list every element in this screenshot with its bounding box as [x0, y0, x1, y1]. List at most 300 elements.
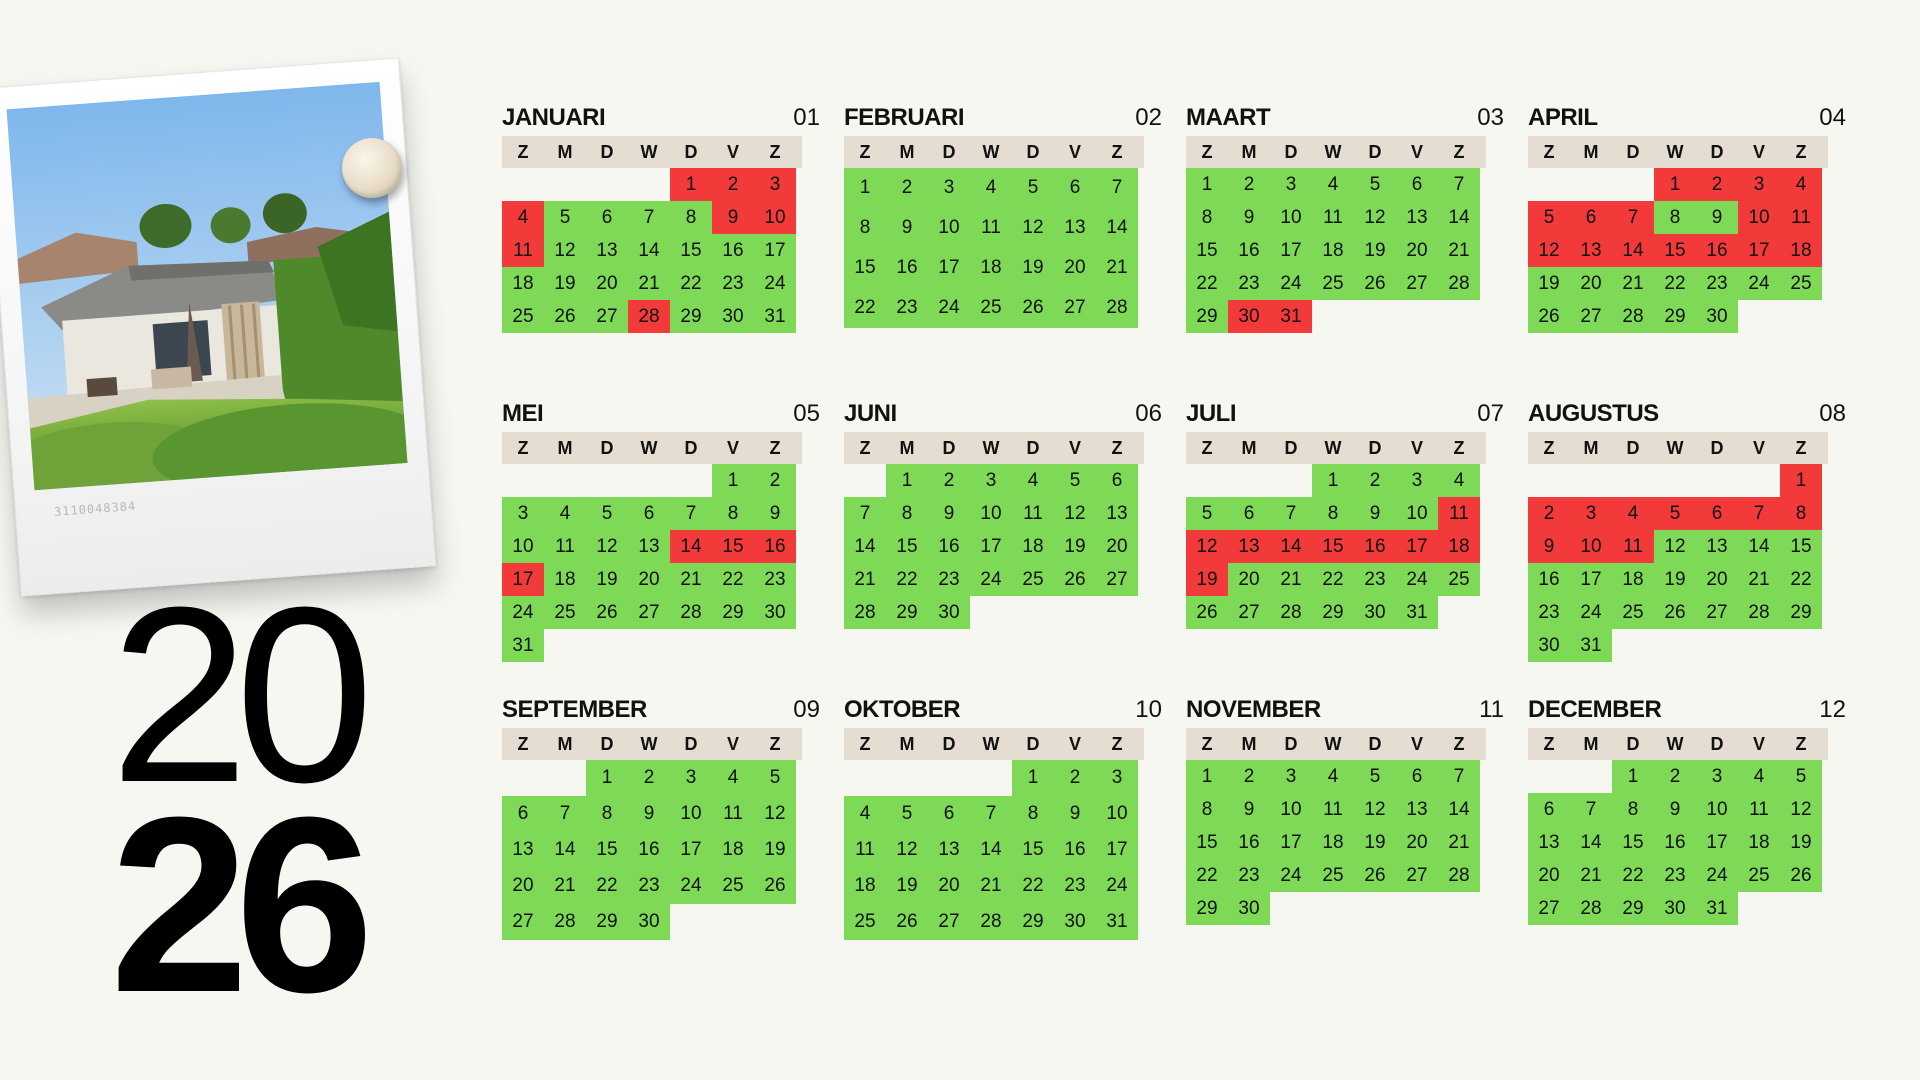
day-cell-booked[interactable]: 12: [1186, 530, 1228, 563]
day-cell-available[interactable]: 19: [886, 868, 928, 904]
day-cell-available[interactable]: 23: [712, 267, 754, 300]
day-cell-available[interactable]: 13: [1528, 826, 1570, 859]
day-cell-available[interactable]: 27: [1228, 596, 1270, 629]
day-cell-available[interactable]: 23: [628, 868, 670, 904]
day-cell-available[interactable]: 16: [1228, 234, 1270, 267]
day-cell-available[interactable]: 24: [1570, 596, 1612, 629]
day-cell-available[interactable]: 18: [1312, 826, 1354, 859]
day-cell-available[interactable]: 4: [970, 168, 1012, 208]
day-cell-available[interactable]: 27: [628, 596, 670, 629]
day-cell-available[interactable]: 11: [1312, 793, 1354, 826]
day-cell-available[interactable]: 20: [586, 267, 628, 300]
day-cell-available[interactable]: 17: [1096, 832, 1138, 868]
day-cell-available[interactable]: 30: [1228, 892, 1270, 925]
day-cell-available[interactable]: 16: [928, 530, 970, 563]
day-cell-available[interactable]: 19: [754, 832, 796, 868]
day-cell-available[interactable]: 1: [886, 464, 928, 497]
day-cell-booked[interactable]: 13: [1228, 530, 1270, 563]
day-cell-booked[interactable]: 8: [1780, 497, 1822, 530]
day-cell-available[interactable]: 2: [928, 464, 970, 497]
day-cell-available[interactable]: 9: [1354, 497, 1396, 530]
day-cell-available[interactable]: 24: [670, 868, 712, 904]
day-cell-booked[interactable]: 1: [670, 168, 712, 201]
day-cell-available[interactable]: 18: [502, 267, 544, 300]
day-cell-available[interactable]: 14: [1438, 793, 1480, 826]
day-cell-available[interactable]: 30: [1654, 892, 1696, 925]
day-cell-available[interactable]: 19: [1780, 826, 1822, 859]
day-cell-available[interactable]: 1: [1186, 168, 1228, 201]
day-cell-available[interactable]: 30: [1696, 300, 1738, 333]
day-cell-available[interactable]: 25: [970, 288, 1012, 328]
day-cell-available[interactable]: 30: [628, 904, 670, 940]
day-cell-available[interactable]: 9: [1696, 201, 1738, 234]
day-cell-available[interactable]: 2: [1054, 760, 1096, 796]
day-cell-available[interactable]: 7: [970, 796, 1012, 832]
day-cell-available[interactable]: 6: [628, 497, 670, 530]
day-cell-available[interactable]: 24: [1270, 859, 1312, 892]
day-cell-available[interactable]: 4: [1438, 464, 1480, 497]
day-cell-available[interactable]: 23: [886, 288, 928, 328]
day-cell-booked[interactable]: 2: [712, 168, 754, 201]
day-cell-available[interactable]: 17: [670, 832, 712, 868]
day-cell-available[interactable]: 4: [1312, 168, 1354, 201]
day-cell-available[interactable]: 1: [586, 760, 628, 796]
day-cell-available[interactable]: 23: [1528, 596, 1570, 629]
day-cell-available[interactable]: 19: [1054, 530, 1096, 563]
day-cell-available[interactable]: 6: [1096, 464, 1138, 497]
day-cell-booked[interactable]: 17: [1396, 530, 1438, 563]
day-cell-available[interactable]: 24: [1696, 859, 1738, 892]
day-cell-booked[interactable]: 11: [1780, 201, 1822, 234]
day-cell-available[interactable]: 2: [754, 464, 796, 497]
day-cell-available[interactable]: 7: [1096, 168, 1138, 208]
day-cell-available[interactable]: 27: [1396, 267, 1438, 300]
day-cell-available[interactable]: 9: [1228, 201, 1270, 234]
day-cell-booked[interactable]: 1: [1654, 168, 1696, 201]
day-cell-available[interactable]: 25: [844, 904, 886, 940]
day-cell-available[interactable]: 26: [1186, 596, 1228, 629]
day-cell-booked[interactable]: 10: [1570, 530, 1612, 563]
day-cell-available[interactable]: 13: [1054, 208, 1096, 248]
day-cell-booked[interactable]: 7: [1612, 201, 1654, 234]
day-cell-booked[interactable]: 16: [1696, 234, 1738, 267]
day-cell-available[interactable]: 22: [670, 267, 712, 300]
day-cell-available[interactable]: 6: [586, 201, 628, 234]
day-cell-available[interactable]: 18: [712, 832, 754, 868]
day-cell-available[interactable]: 25: [1438, 563, 1480, 596]
day-cell-available[interactable]: 5: [544, 201, 586, 234]
day-cell-available[interactable]: 27: [1528, 892, 1570, 925]
day-cell-available[interactable]: 3: [502, 497, 544, 530]
day-cell-available[interactable]: 2: [1228, 168, 1270, 201]
day-cell-available[interactable]: 12: [1354, 201, 1396, 234]
day-cell-available[interactable]: 15: [670, 234, 712, 267]
day-cell-available[interactable]: 8: [712, 497, 754, 530]
day-cell-available[interactable]: 22: [1186, 859, 1228, 892]
day-cell-booked[interactable]: 14: [670, 530, 712, 563]
day-cell-available[interactable]: 14: [1738, 530, 1780, 563]
day-cell-available[interactable]: 16: [886, 248, 928, 288]
day-cell-available[interactable]: 8: [886, 497, 928, 530]
day-cell-available[interactable]: 27: [586, 300, 628, 333]
day-cell-available[interactable]: 29: [1012, 904, 1054, 940]
day-cell-available[interactable]: 6: [1054, 168, 1096, 208]
day-cell-available[interactable]: 25: [1012, 563, 1054, 596]
day-cell-available[interactable]: 4: [544, 497, 586, 530]
day-cell-available[interactable]: 13: [628, 530, 670, 563]
day-cell-available[interactable]: 22: [586, 868, 628, 904]
day-cell-booked[interactable]: 2: [1528, 497, 1570, 530]
day-cell-available[interactable]: 29: [1654, 300, 1696, 333]
day-cell-available[interactable]: 16: [1054, 832, 1096, 868]
day-cell-booked[interactable]: 18: [1438, 530, 1480, 563]
day-cell-available[interactable]: 20: [928, 868, 970, 904]
day-cell-available[interactable]: 1: [1186, 760, 1228, 793]
day-cell-available[interactable]: 15: [844, 248, 886, 288]
day-cell-booked[interactable]: 11: [502, 234, 544, 267]
day-cell-available[interactable]: 25: [1612, 596, 1654, 629]
day-cell-available[interactable]: 16: [1528, 563, 1570, 596]
day-cell-available[interactable]: 21: [670, 563, 712, 596]
day-cell-available[interactable]: 11: [1012, 497, 1054, 530]
day-cell-available[interactable]: 4: [712, 760, 754, 796]
day-cell-available[interactable]: 25: [502, 300, 544, 333]
day-cell-available[interactable]: 9: [928, 497, 970, 530]
day-cell-available[interactable]: 17: [1570, 563, 1612, 596]
day-cell-booked[interactable]: 3: [1570, 497, 1612, 530]
day-cell-available[interactable]: 7: [628, 201, 670, 234]
day-cell-available[interactable]: 12: [886, 832, 928, 868]
day-cell-available[interactable]: 14: [844, 530, 886, 563]
day-cell-available[interactable]: 21: [1270, 563, 1312, 596]
day-cell-booked[interactable]: 11: [1438, 497, 1480, 530]
day-cell-available[interactable]: 12: [1054, 497, 1096, 530]
day-cell-available[interactable]: 31: [1396, 596, 1438, 629]
day-cell-available[interactable]: 9: [1054, 796, 1096, 832]
day-cell-available[interactable]: 9: [886, 208, 928, 248]
day-cell-available[interactable]: 12: [754, 796, 796, 832]
day-cell-booked[interactable]: 19: [1186, 563, 1228, 596]
day-cell-available[interactable]: 8: [844, 208, 886, 248]
day-cell-booked[interactable]: 13: [1570, 234, 1612, 267]
day-cell-available[interactable]: 5: [1054, 464, 1096, 497]
day-cell-available[interactable]: 29: [712, 596, 754, 629]
day-cell-available[interactable]: 17: [754, 234, 796, 267]
day-cell-available[interactable]: 9: [1228, 793, 1270, 826]
day-cell-available[interactable]: 4: [1738, 760, 1780, 793]
day-cell-available[interactable]: 20: [1096, 530, 1138, 563]
day-cell-available[interactable]: 11: [844, 832, 886, 868]
day-cell-available[interactable]: 28: [1438, 267, 1480, 300]
day-cell-booked[interactable]: 4: [1780, 168, 1822, 201]
day-cell-available[interactable]: 26: [1528, 300, 1570, 333]
day-cell-booked[interactable]: 2: [1696, 168, 1738, 201]
day-cell-available[interactable]: 5: [1354, 760, 1396, 793]
day-cell-available[interactable]: 18: [1738, 826, 1780, 859]
day-cell-available[interactable]: 10: [502, 530, 544, 563]
day-cell-available[interactable]: 29: [586, 904, 628, 940]
day-cell-available[interactable]: 21: [1096, 248, 1138, 288]
day-cell-available[interactable]: 28: [670, 596, 712, 629]
day-cell-available[interactable]: 12: [544, 234, 586, 267]
day-cell-available[interactable]: 26: [586, 596, 628, 629]
day-cell-available[interactable]: 6: [1396, 760, 1438, 793]
day-cell-available[interactable]: 18: [844, 868, 886, 904]
day-cell-available[interactable]: 8: [1312, 497, 1354, 530]
day-cell-available[interactable]: 22: [886, 563, 928, 596]
day-cell-available[interactable]: 18: [1312, 234, 1354, 267]
day-cell-available[interactable]: 20: [1696, 563, 1738, 596]
day-cell-available[interactable]: 25: [544, 596, 586, 629]
day-cell-available[interactable]: 22: [1012, 868, 1054, 904]
day-cell-booked[interactable]: 14: [1612, 234, 1654, 267]
day-cell-booked[interactable]: 17: [502, 563, 544, 596]
day-cell-available[interactable]: 21: [1438, 826, 1480, 859]
day-cell-available[interactable]: 7: [544, 796, 586, 832]
day-cell-available[interactable]: 14: [544, 832, 586, 868]
day-cell-available[interactable]: 17: [1270, 234, 1312, 267]
day-cell-available[interactable]: 15: [1186, 234, 1228, 267]
day-cell-available[interactable]: 9: [754, 497, 796, 530]
day-cell-available[interactable]: 25: [1312, 267, 1354, 300]
day-cell-booked[interactable]: 6: [1570, 201, 1612, 234]
day-cell-available[interactable]: 8: [1612, 793, 1654, 826]
day-cell-available[interactable]: 7: [670, 497, 712, 530]
day-cell-booked[interactable]: 9: [712, 201, 754, 234]
day-cell-available[interactable]: 24: [502, 596, 544, 629]
day-cell-available[interactable]: 3: [1696, 760, 1738, 793]
day-cell-available[interactable]: 7: [1270, 497, 1312, 530]
day-cell-available[interactable]: 12: [1654, 530, 1696, 563]
day-cell-available[interactable]: 27: [1096, 563, 1138, 596]
day-cell-available[interactable]: 29: [886, 596, 928, 629]
day-cell-available[interactable]: 23: [1354, 563, 1396, 596]
day-cell-available[interactable]: 4: [1312, 760, 1354, 793]
day-cell-available[interactable]: 12: [1780, 793, 1822, 826]
day-cell-available[interactable]: 28: [1612, 300, 1654, 333]
day-cell-available[interactable]: 30: [1054, 904, 1096, 940]
day-cell-booked[interactable]: 9: [1528, 530, 1570, 563]
day-cell-available[interactable]: 30: [712, 300, 754, 333]
day-cell-available[interactable]: 3: [670, 760, 712, 796]
day-cell-available[interactable]: 2: [1654, 760, 1696, 793]
day-cell-available[interactable]: 26: [1054, 563, 1096, 596]
day-cell-available[interactable]: 28: [1738, 596, 1780, 629]
day-cell-available[interactable]: 31: [1570, 629, 1612, 662]
day-cell-available[interactable]: 8: [1012, 796, 1054, 832]
day-cell-available[interactable]: 15: [1612, 826, 1654, 859]
day-cell-available[interactable]: 3: [928, 168, 970, 208]
day-cell-available[interactable]: 22: [844, 288, 886, 328]
day-cell-booked[interactable]: 18: [1780, 234, 1822, 267]
day-cell-available[interactable]: 11: [1738, 793, 1780, 826]
day-cell-booked[interactable]: 6: [1696, 497, 1738, 530]
day-cell-available[interactable]: 11: [1312, 201, 1354, 234]
day-cell-available[interactable]: 2: [886, 168, 928, 208]
day-cell-available[interactable]: 7: [1438, 760, 1480, 793]
day-cell-available[interactable]: 6: [1396, 168, 1438, 201]
day-cell-booked[interactable]: 3: [1738, 168, 1780, 201]
day-cell-available[interactable]: 3: [1396, 464, 1438, 497]
day-cell-booked[interactable]: 28: [628, 300, 670, 333]
day-cell-available[interactable]: 30: [1528, 629, 1570, 662]
day-cell-available[interactable]: 13: [586, 234, 628, 267]
day-cell-available[interactable]: 27: [1570, 300, 1612, 333]
day-cell-available[interactable]: 28: [844, 596, 886, 629]
day-cell-available[interactable]: 1: [1312, 464, 1354, 497]
day-cell-available[interactable]: 26: [1354, 267, 1396, 300]
day-cell-available[interactable]: 2: [1228, 760, 1270, 793]
day-cell-available[interactable]: 23: [1654, 859, 1696, 892]
day-cell-available[interactable]: 19: [1528, 267, 1570, 300]
day-cell-available[interactable]: 20: [502, 868, 544, 904]
day-cell-booked[interactable]: 4: [502, 201, 544, 234]
day-cell-available[interactable]: 20: [1570, 267, 1612, 300]
day-cell-available[interactable]: 17: [1270, 826, 1312, 859]
day-cell-available[interactable]: 21: [1738, 563, 1780, 596]
day-cell-available[interactable]: 30: [1354, 596, 1396, 629]
day-cell-available[interactable]: 5: [754, 760, 796, 796]
day-cell-available[interactable]: 13: [1396, 793, 1438, 826]
day-cell-available[interactable]: 29: [1186, 300, 1228, 333]
day-cell-available[interactable]: 12: [1012, 208, 1054, 248]
day-cell-available[interactable]: 13: [1096, 497, 1138, 530]
day-cell-available[interactable]: 10: [670, 796, 712, 832]
day-cell-available[interactable]: 8: [1186, 793, 1228, 826]
day-cell-available[interactable]: 10: [928, 208, 970, 248]
day-cell-available[interactable]: 31: [754, 300, 796, 333]
day-cell-available[interactable]: 21: [1438, 234, 1480, 267]
day-cell-booked[interactable]: 10: [1738, 201, 1780, 234]
day-cell-available[interactable]: 21: [844, 563, 886, 596]
day-cell-available[interactable]: 12: [1354, 793, 1396, 826]
day-cell-available[interactable]: 14: [1570, 826, 1612, 859]
day-cell-available[interactable]: 26: [754, 868, 796, 904]
day-cell-available[interactable]: 21: [628, 267, 670, 300]
day-cell-available[interactable]: 26: [1012, 288, 1054, 328]
day-cell-available[interactable]: 10: [1270, 793, 1312, 826]
day-cell-booked[interactable]: 15: [1312, 530, 1354, 563]
day-cell-available[interactable]: 15: [1012, 832, 1054, 868]
day-cell-available[interactable]: 20: [1396, 234, 1438, 267]
day-cell-available[interactable]: 18: [544, 563, 586, 596]
day-cell-available[interactable]: 28: [970, 904, 1012, 940]
day-cell-available[interactable]: 16: [628, 832, 670, 868]
day-cell-booked[interactable]: 14: [1270, 530, 1312, 563]
day-cell-available[interactable]: 15: [1186, 826, 1228, 859]
day-cell-available[interactable]: 23: [754, 563, 796, 596]
day-cell-available[interactable]: 15: [886, 530, 928, 563]
day-cell-booked[interactable]: 15: [712, 530, 754, 563]
day-cell-available[interactable]: 27: [502, 904, 544, 940]
day-cell-available[interactable]: 17: [970, 530, 1012, 563]
day-cell-available[interactable]: 26: [544, 300, 586, 333]
day-cell-available[interactable]: 12: [586, 530, 628, 563]
day-cell-available[interactable]: 21: [970, 868, 1012, 904]
day-cell-available[interactable]: 31: [502, 629, 544, 662]
day-cell-available[interactable]: 14: [1096, 208, 1138, 248]
day-cell-available[interactable]: 4: [1012, 464, 1054, 497]
day-cell-available[interactable]: 21: [544, 868, 586, 904]
day-cell-available[interactable]: 21: [1570, 859, 1612, 892]
day-cell-available[interactable]: 2: [628, 760, 670, 796]
day-cell-available[interactable]: 29: [670, 300, 712, 333]
day-cell-available[interactable]: 22: [712, 563, 754, 596]
day-cell-available[interactable]: 8: [586, 796, 628, 832]
day-cell-available[interactable]: 27: [1696, 596, 1738, 629]
day-cell-available[interactable]: 19: [586, 563, 628, 596]
day-cell-available[interactable]: 16: [1654, 826, 1696, 859]
day-cell-available[interactable]: 3: [1270, 760, 1312, 793]
day-cell-available[interactable]: 11: [544, 530, 586, 563]
day-cell-available[interactable]: 8: [1654, 201, 1696, 234]
day-cell-available[interactable]: 15: [586, 832, 628, 868]
day-cell-available[interactable]: 22: [1780, 563, 1822, 596]
day-cell-available[interactable]: 29: [1186, 892, 1228, 925]
day-cell-available[interactable]: 1: [1012, 760, 1054, 796]
day-cell-available[interactable]: 7: [1438, 168, 1480, 201]
day-cell-available[interactable]: 29: [1612, 892, 1654, 925]
day-cell-available[interactable]: 18: [1612, 563, 1654, 596]
day-cell-available[interactable]: 20: [1228, 563, 1270, 596]
day-cell-available[interactable]: 8: [1186, 201, 1228, 234]
day-cell-available[interactable]: 15: [1780, 530, 1822, 563]
day-cell-available[interactable]: 19: [1354, 234, 1396, 267]
day-cell-available[interactable]: 6: [1228, 497, 1270, 530]
day-cell-available[interactable]: 24: [970, 563, 1012, 596]
day-cell-available[interactable]: 25: [1312, 859, 1354, 892]
day-cell-available[interactable]: 26: [1780, 859, 1822, 892]
day-cell-available[interactable]: 6: [928, 796, 970, 832]
day-cell-available[interactable]: 20: [1396, 826, 1438, 859]
day-cell-available[interactable]: 28: [1438, 859, 1480, 892]
day-cell-available[interactable]: 8: [670, 201, 712, 234]
day-cell-available[interactable]: 10: [1096, 796, 1138, 832]
day-cell-available[interactable]: 31: [1696, 892, 1738, 925]
day-cell-available[interactable]: 22: [1312, 563, 1354, 596]
day-cell-available[interactable]: 1: [712, 464, 754, 497]
day-cell-available[interactable]: 17: [1696, 826, 1738, 859]
day-cell-available[interactable]: 9: [628, 796, 670, 832]
day-cell-available[interactable]: 10: [1696, 793, 1738, 826]
day-cell-available[interactable]: 22: [1186, 267, 1228, 300]
day-cell-available[interactable]: 5: [1780, 760, 1822, 793]
day-cell-available[interactable]: 13: [1396, 201, 1438, 234]
day-cell-available[interactable]: 28: [1270, 596, 1312, 629]
day-cell-available[interactable]: 18: [970, 248, 1012, 288]
day-cell-booked[interactable]: 30: [1228, 300, 1270, 333]
day-cell-booked[interactable]: 3: [754, 168, 796, 201]
day-cell-available[interactable]: 13: [1696, 530, 1738, 563]
day-cell-available[interactable]: 28: [544, 904, 586, 940]
day-cell-available[interactable]: 14: [628, 234, 670, 267]
day-cell-available[interactable]: 23: [1228, 267, 1270, 300]
day-cell-available[interactable]: 5: [1354, 168, 1396, 201]
day-cell-available[interactable]: 28: [1570, 892, 1612, 925]
day-cell-available[interactable]: 23: [1228, 859, 1270, 892]
day-cell-available[interactable]: 25: [1738, 859, 1780, 892]
day-cell-available[interactable]: 28: [1096, 288, 1138, 328]
day-cell-available[interactable]: 31: [1096, 904, 1138, 940]
day-cell-available[interactable]: 5: [1186, 497, 1228, 530]
day-cell-booked[interactable]: 5: [1654, 497, 1696, 530]
day-cell-available[interactable]: 5: [1012, 168, 1054, 208]
day-cell-available[interactable]: 3: [1096, 760, 1138, 796]
day-cell-available[interactable]: 20: [628, 563, 670, 596]
day-cell-available[interactable]: 3: [1270, 168, 1312, 201]
day-cell-booked[interactable]: 17: [1738, 234, 1780, 267]
day-cell-available[interactable]: 20: [1054, 248, 1096, 288]
